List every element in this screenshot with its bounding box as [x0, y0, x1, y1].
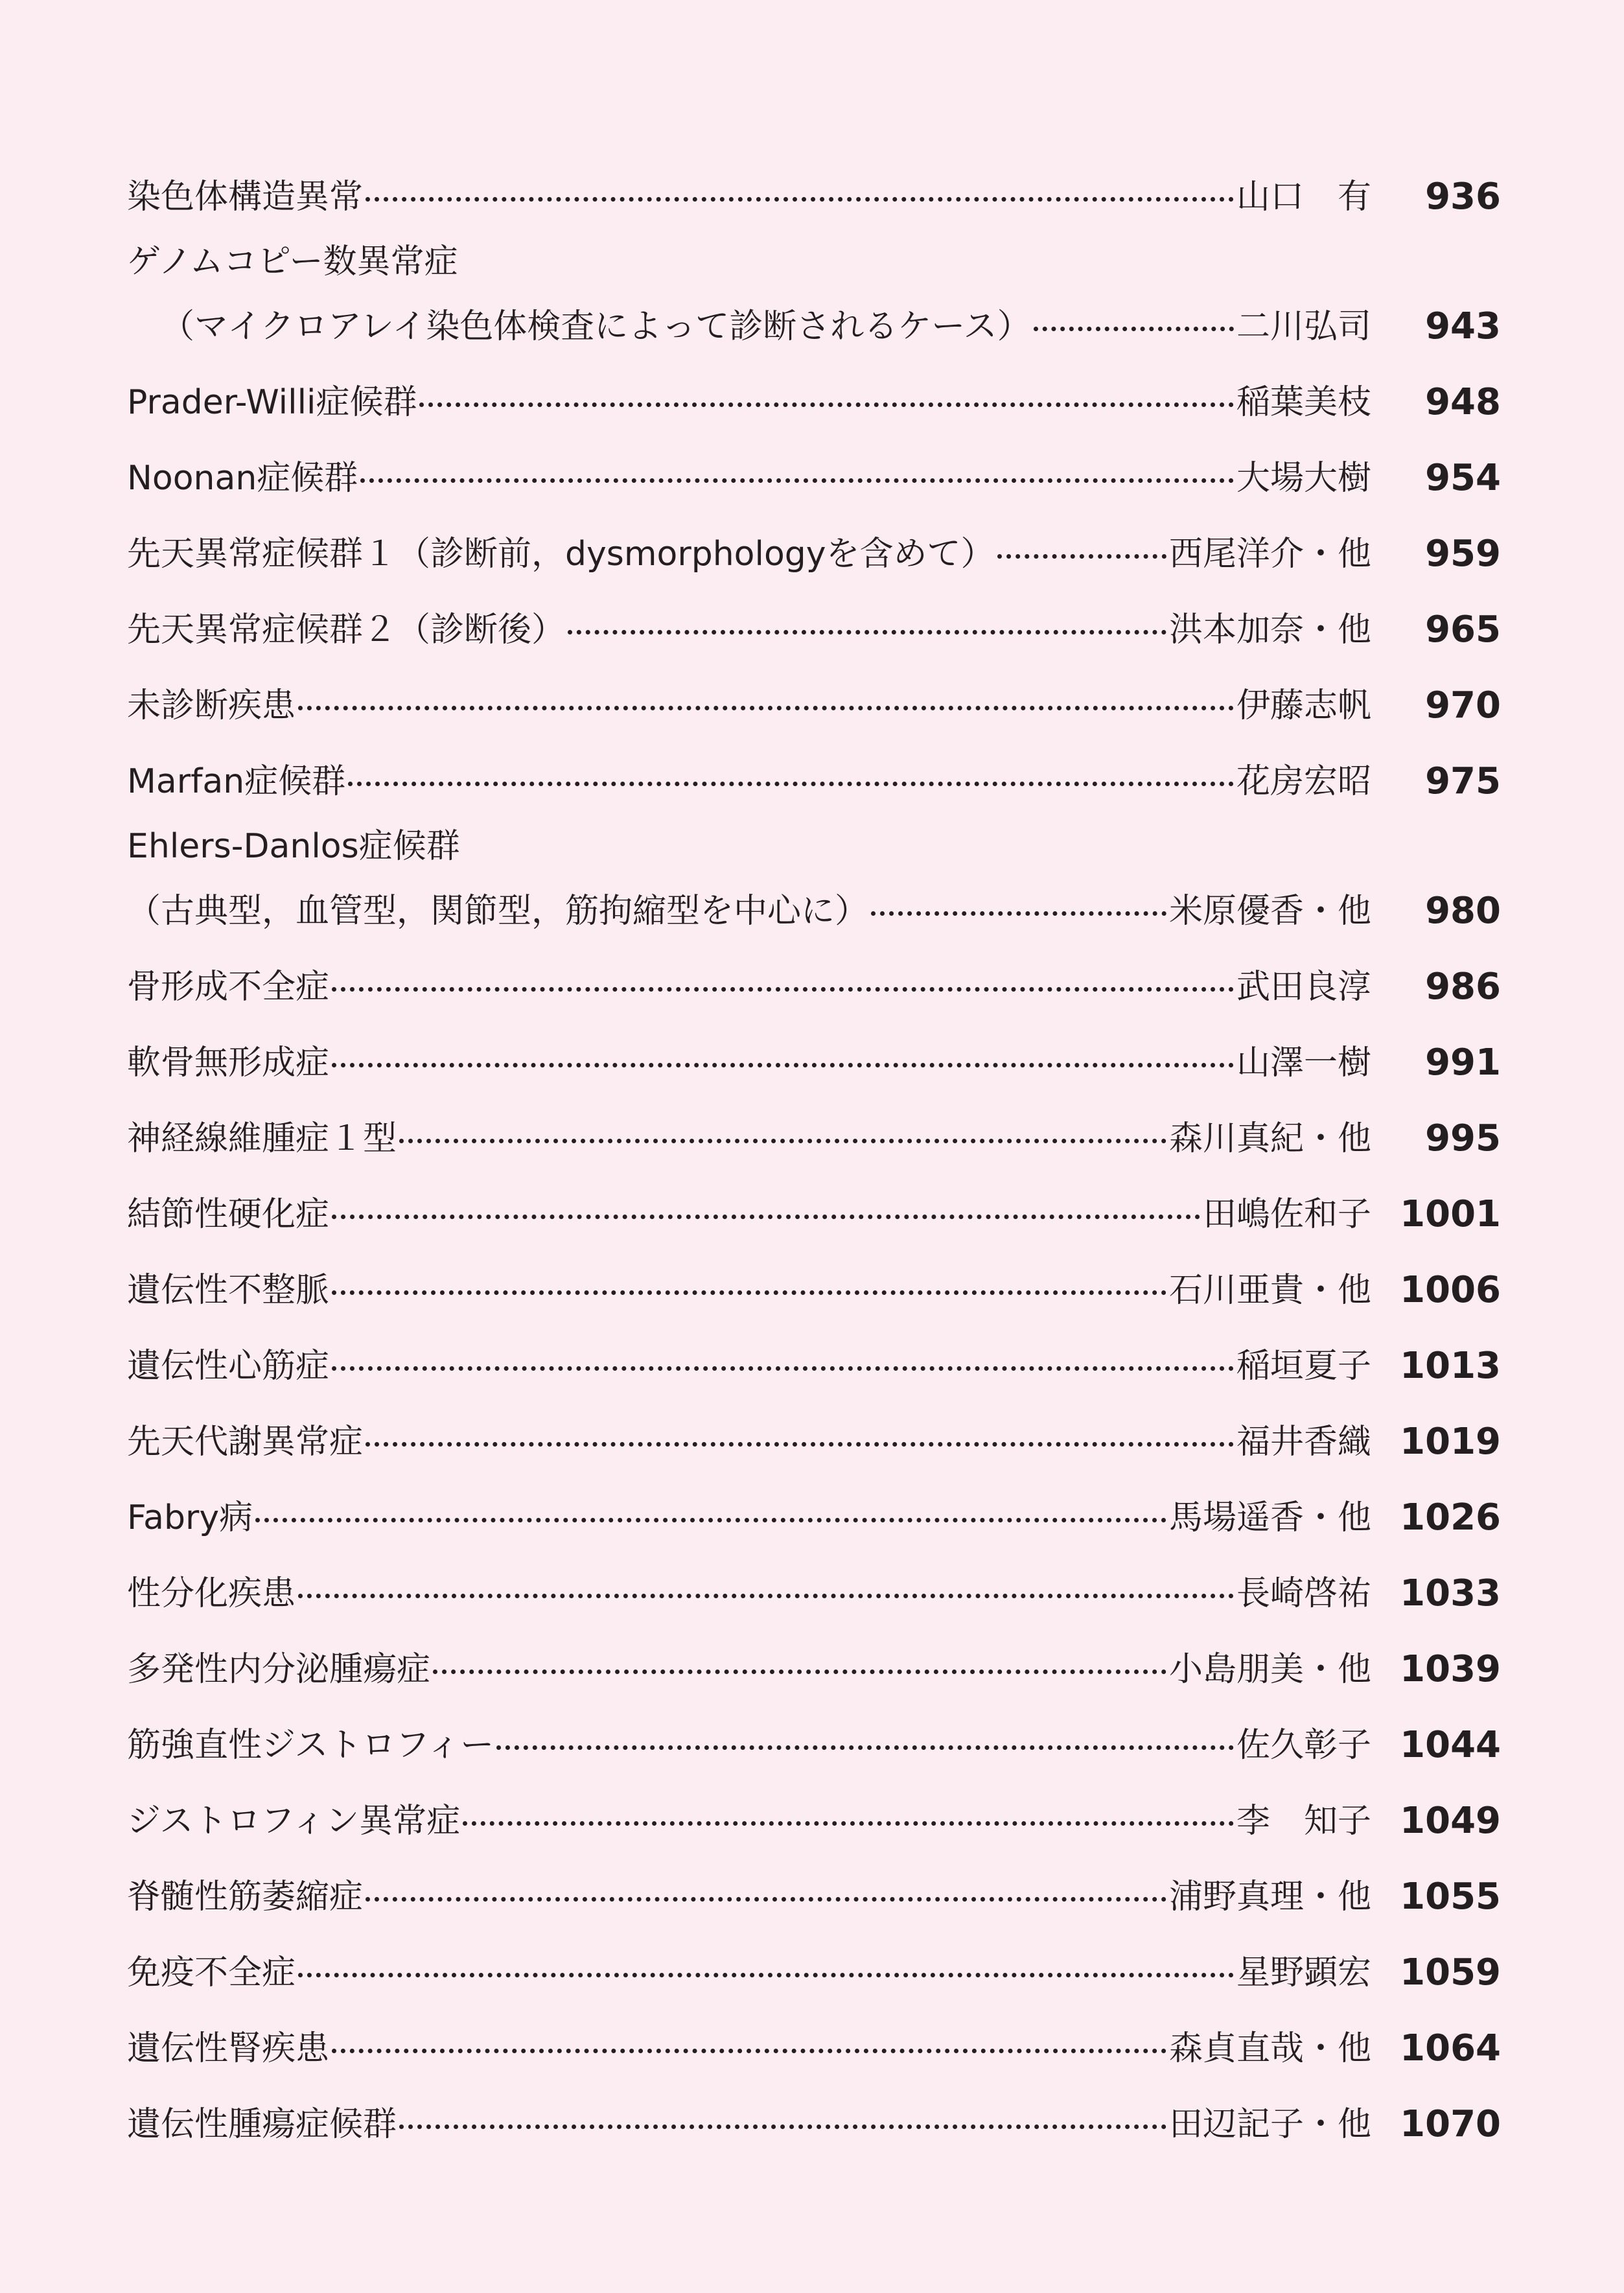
toc-entry-page-number: 1064 — [1400, 2027, 1501, 2069]
toc-entry-line — [127, 1328, 1501, 1404]
toc-entry-page-number: 1026 — [1400, 1496, 1501, 1539]
toc-entry-line — [127, 288, 1501, 364]
dot-leader — [348, 782, 1234, 786]
dot-leader — [332, 987, 1234, 992]
toc-entry-page-number: 1033 — [1400, 1572, 1501, 1614]
toc-entry-author: 星野顕宏 — [1236, 1953, 1371, 1992]
toc-entry-subtitle: （古典型，血管型，関節型，筋拘縮型を中心に） — [127, 891, 869, 931]
toc-entry-line — [127, 1176, 1501, 1252]
dot-leader — [399, 2124, 1166, 2129]
toc-entry-author: 李 知子 — [1236, 1801, 1371, 1841]
dot-leader — [332, 1063, 1234, 1067]
toc-entry-page-number: 1049 — [1400, 1799, 1501, 1842]
toc-entry-title: ジストロフィン異常症 — [127, 1801, 461, 1841]
toc-entry-author: 小島朋美・他 — [1168, 1649, 1371, 1689]
toc-entry-title: 性分化疾患 — [127, 1574, 296, 1613]
toc-entry-page-number: 948 — [1425, 380, 1501, 423]
dot-leader — [298, 1594, 1234, 1598]
toc-entry-line — [127, 949, 1501, 1025]
toc-entry — [127, 2010, 1501, 2086]
toc-entry-line — [127, 1404, 1501, 1480]
dot-leader — [332, 1366, 1234, 1371]
dot-leader — [332, 1290, 1166, 1295]
dot-leader — [463, 1821, 1234, 1826]
toc-entry-page-number: 980 — [1425, 889, 1501, 932]
toc-entry — [127, 516, 1501, 592]
toc-entry — [127, 1707, 1501, 1783]
toc-entry-line — [127, 364, 1501, 440]
toc-entry-line — [127, 159, 1501, 235]
toc-entry — [127, 440, 1501, 516]
dot-leader — [419, 402, 1234, 407]
toc-entry — [127, 2086, 1501, 2162]
toc-entry-title: ゲノムコピー数異常症 — [127, 242, 458, 281]
dot-leader — [1034, 327, 1234, 331]
toc-entry-author: 稲葉美枝 — [1236, 382, 1371, 422]
toc-entry — [127, 1252, 1501, 1328]
dot-leader — [332, 1215, 1200, 1219]
toc-entry-author: 米原優香・他 — [1168, 891, 1371, 931]
toc-entry-page-number: 959 — [1425, 532, 1501, 575]
toc-entry-page-number: 954 — [1425, 456, 1501, 499]
toc-entry-author: 馬場遥香・他 — [1168, 1498, 1371, 1537]
toc-entry-author: 西尾洋介・他 — [1168, 534, 1371, 574]
toc-entry-title: 遺伝性腎疾患 — [127, 2029, 330, 2068]
toc-entry-line — [127, 2086, 1501, 2162]
dot-leader — [871, 911, 1166, 916]
toc-entry-page-number: 1059 — [1400, 1951, 1501, 1994]
toc-entry-line — [127, 1252, 1501, 1328]
toc-entry-author: 福井香織 — [1236, 1422, 1371, 1461]
toc-entry-line — [127, 1783, 1501, 1859]
toc-entry-line — [127, 592, 1501, 668]
dot-leader — [332, 2049, 1166, 2053]
toc-entry-page-number: 975 — [1425, 760, 1501, 802]
toc-entry-author: 長崎啓祐 — [1236, 1574, 1371, 1613]
toc-entry-line — [127, 1935, 1501, 2010]
toc-entry-line — [127, 1631, 1501, 1707]
toc-entry-page-number: 1070 — [1400, 2102, 1501, 2145]
toc-entry-page-number: 970 — [1425, 684, 1501, 727]
toc-entry-title: 免疫不全症 — [127, 1953, 296, 1992]
toc-entry-line — [127, 1859, 1501, 1935]
toc-entry-page-number: 991 — [1425, 1041, 1501, 1084]
toc-entry — [127, 364, 1501, 440]
toc-entry-title: 軟骨無形成症 — [127, 1043, 330, 1082]
toc-entry-title: 遺伝性腫瘍症候群 — [127, 2104, 397, 2144]
dot-leader — [433, 1670, 1166, 1674]
toc-entry — [127, 668, 1501, 743]
toc-entry — [127, 1631, 1501, 1707]
dot-leader — [298, 1973, 1234, 1977]
toc-entry-title: Marfan症候群 — [127, 762, 346, 801]
toc-entry-author: 大場大樹 — [1236, 458, 1371, 498]
dot-leader — [255, 1518, 1166, 1522]
toc-entry-page-number: 1001 — [1400, 1193, 1501, 1235]
toc-entry-author: 田辺記子・他 — [1168, 2104, 1371, 2144]
toc-entry-title: 染色体構造異常 — [127, 177, 364, 216]
toc-entry-author: 山澤一樹 — [1236, 1043, 1371, 1082]
toc-entry-page-number: 1044 — [1400, 1723, 1501, 1766]
dot-leader — [496, 1745, 1234, 1750]
toc-entry — [127, 592, 1501, 668]
toc-entry — [127, 1100, 1501, 1176]
toc-entry-author: 田嶋佐和子 — [1202, 1194, 1371, 1234]
toc-entry-page-number: 995 — [1425, 1117, 1501, 1159]
toc-entry — [127, 949, 1501, 1025]
toc-entry-page-number: 1019 — [1400, 1420, 1501, 1463]
toc-entry-line — [127, 1555, 1501, 1631]
toc-entry-subtitle: （マイクロアレイ染色体検査によって診断されるケース） — [161, 307, 1031, 346]
toc-entry — [127, 235, 1501, 364]
dot-leader — [365, 1442, 1234, 1447]
toc-entry-author: 伊藤志帆 — [1236, 686, 1371, 725]
dot-leader — [399, 1139, 1166, 1143]
toc-entry — [127, 819, 1501, 949]
toc-entry-author: 花房宏昭 — [1236, 762, 1371, 801]
toc-entry-title: Noonan症候群 — [127, 458, 358, 498]
toc-entry-author: 洪本加奈・他 — [1168, 610, 1371, 649]
dot-leader — [365, 197, 1234, 202]
toc-entry-line — [127, 743, 1501, 819]
toc-entry-page-number: 936 — [1425, 175, 1501, 218]
toc-entry-title: Prader-Willi症候群 — [127, 382, 417, 422]
toc-entry-page-number: 986 — [1425, 965, 1501, 1008]
toc-entry-author: 森川真紀・他 — [1168, 1119, 1371, 1158]
toc-entry-line — [127, 1025, 1501, 1100]
toc-entry-heading-line — [127, 235, 1501, 288]
toc-entry — [127, 159, 1501, 235]
toc-entry-page-number: 943 — [1425, 305, 1501, 347]
dot-leader — [360, 478, 1234, 483]
toc-entry-line — [127, 2010, 1501, 2086]
toc-entry-author: 武田良淳 — [1236, 967, 1371, 1007]
toc-entry-title: 遺伝性不整脈 — [127, 1270, 330, 1310]
toc-entry — [127, 1176, 1501, 1252]
toc-entry-author: 二川弘司 — [1236, 307, 1371, 346]
toc-entry — [127, 1480, 1501, 1555]
toc-entry-page-number: 1039 — [1400, 1647, 1501, 1690]
toc-entry-title: 先天異常症候群１（診断前，dysmorphologyを含めて） — [127, 534, 995, 574]
toc-entry-line — [127, 1480, 1501, 1555]
toc-entry-heading-line — [127, 819, 1501, 873]
toc-entry-author: 浦野真理・他 — [1168, 1877, 1371, 1916]
toc-entry-title: 脊髄性筋萎縮症 — [127, 1877, 364, 1916]
toc-entry — [127, 1328, 1501, 1404]
toc-entry-title: 未診断疾患 — [127, 686, 296, 725]
toc-entry-title: 先天代謝異常症 — [127, 1422, 364, 1461]
toc-entry — [127, 1555, 1501, 1631]
toc-entry-line — [127, 440, 1501, 516]
dot-leader — [298, 706, 1234, 710]
dot-leader — [365, 1897, 1166, 1902]
toc-entry-line — [127, 1100, 1501, 1176]
toc-entry-author: 石川亜貴・他 — [1168, 1270, 1371, 1310]
toc-entry-title: 神経線維腫症１型 — [127, 1119, 397, 1158]
toc-entry — [127, 1859, 1501, 1935]
toc-entry-title: 筋強直性ジストロフィー — [127, 1725, 494, 1765]
dot-leader — [568, 630, 1166, 634]
toc-entry-line — [127, 668, 1501, 743]
toc-entry-line — [127, 873, 1501, 949]
toc-entry-line — [127, 1707, 1501, 1783]
toc-entry-author: 佐久彰子 — [1236, 1725, 1371, 1765]
toc-entry-title: 骨形成不全症 — [127, 967, 330, 1007]
toc-entry — [127, 1783, 1501, 1859]
toc-entry-author: 森貞直哉・他 — [1168, 2029, 1371, 2068]
toc-entry-page-number: 1055 — [1400, 1875, 1501, 1918]
toc-entry-author: 山口 有 — [1236, 177, 1371, 216]
toc-entry — [127, 1025, 1501, 1100]
toc-entry-title: 結節性硬化症 — [127, 1194, 330, 1234]
toc-entry-title: Ehlers-Danlos症候群 — [127, 826, 460, 866]
toc-entry-line — [127, 516, 1501, 592]
toc-entry — [127, 1404, 1501, 1480]
toc-entry — [127, 743, 1501, 819]
toc-entry-title: Fabry病 — [127, 1498, 253, 1537]
toc-entry-title: 先天異常症候群２（診断後） — [127, 610, 566, 649]
toc-entry-title: 遺伝性心筋症 — [127, 1346, 330, 1386]
toc-entry — [127, 1935, 1501, 2010]
toc-entry-page-number: 965 — [1425, 608, 1501, 651]
dot-leader — [997, 554, 1166, 559]
toc-entry-page-number: 1006 — [1400, 1268, 1501, 1311]
toc-entry-page-number: 1013 — [1400, 1344, 1501, 1387]
toc-entry-author: 稲垣夏子 — [1236, 1346, 1371, 1386]
toc-entry-title: 多発性内分泌腫瘍症 — [127, 1649, 431, 1689]
